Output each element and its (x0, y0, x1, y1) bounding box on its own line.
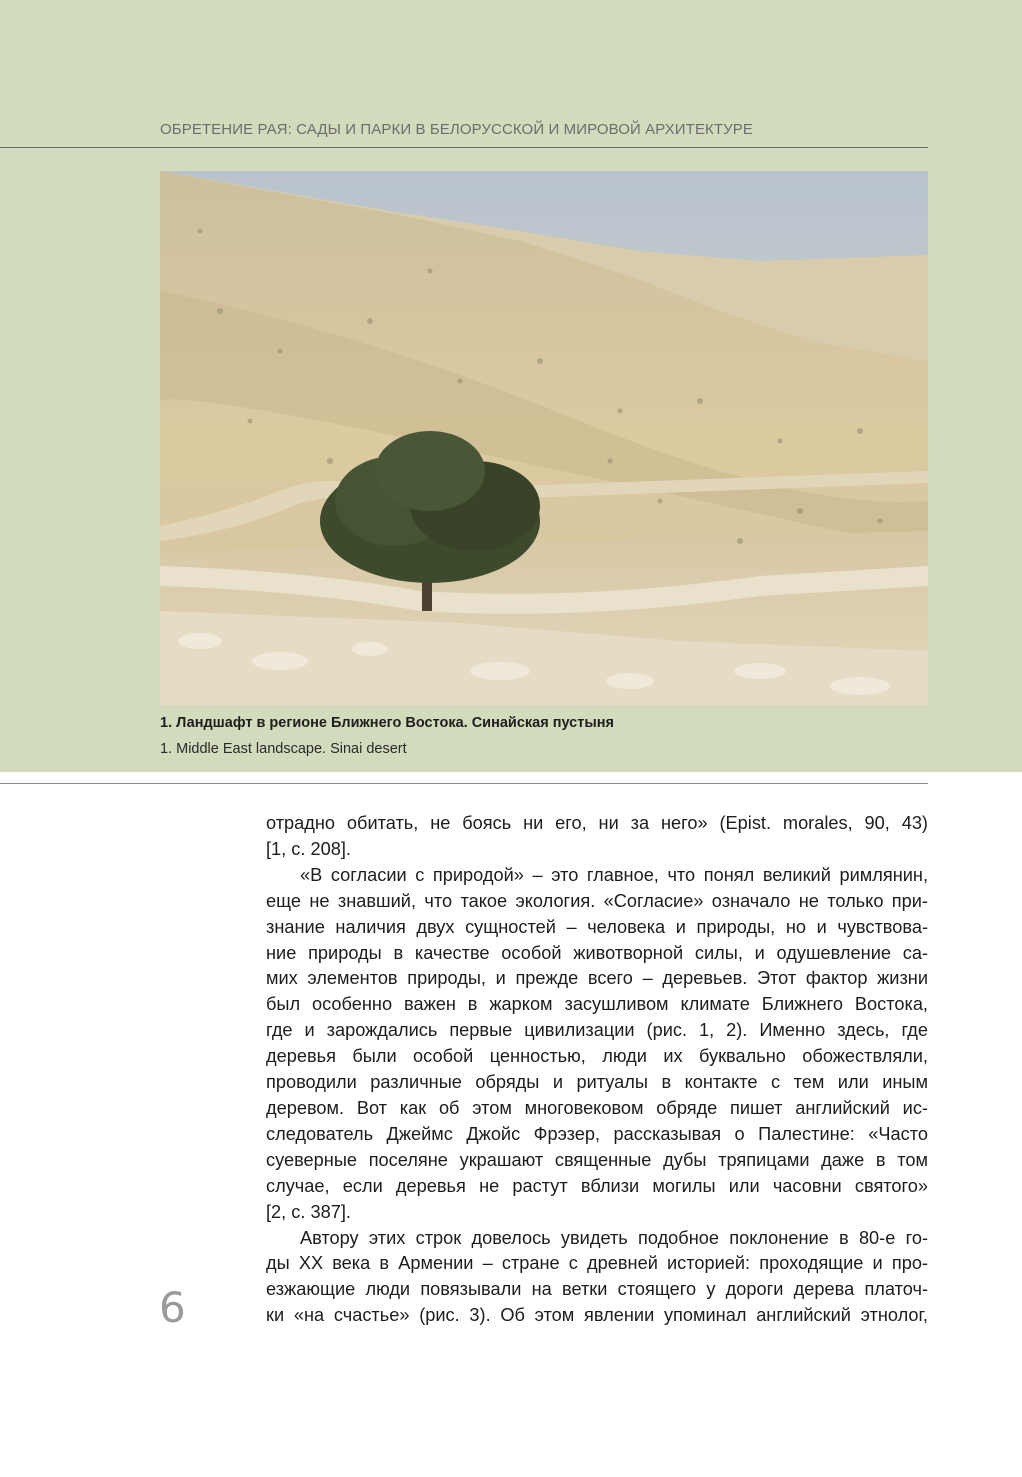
figure-caption-en: 1. Middle East landscape. Sinai desert (160, 741, 407, 757)
desert-landscape-photo (160, 171, 928, 705)
text-line: ние природы в качестве особой животворной силы, и одушевление са- (266, 942, 928, 963)
text-line: случае, если деревья не растут вблизи могилы или часовни святого» (266, 1175, 928, 1196)
text-line: Автору этих строк довелось увидеть подобное поклонение в 80-е го- (300, 1227, 928, 1248)
body-text (266, 811, 928, 1329)
text-line: проводили различные обряды и ритуалы в контакте с тем или иным (266, 1072, 928, 1093)
text-line: был особенно важен в жарком засушливом климате Ближнего Востока, (266, 994, 928, 1015)
text-line: суеверные поселяне украшают священные дубы тряпицами даже в том (266, 1149, 928, 1170)
text-line: мих элементов природы, и прежде всего – деревьев. Этот фактор жизни (266, 968, 928, 989)
page-number: 6 (159, 1283, 186, 1332)
header-rule (0, 147, 928, 148)
text-line: ды XX века в Армении – стране с древней историей: проходящие и про- (266, 1253, 928, 1274)
text-line: где и зарождались первые цивилизации (рис. 1, 2). Именно здесь, где (266, 1020, 928, 1041)
figure-caption-ru: 1. Ландшафт в регионе Ближнего Востока. Синайская пустыня (160, 715, 614, 731)
text-line: знание наличия двух сущностей – человека и природы, но и чувствова- (266, 916, 928, 937)
text-line: [1, с. 208]. (266, 838, 351, 859)
running-header: ОБРЕТЕНИЕ РАЯ: САДЫ И ПАРКИ В БЕЛОРУССКОЙ И МИРОВОЙ АРХИТЕКТУРЕ (160, 121, 753, 138)
text-line: ки «на счастье» (рис. 3). Об этом явлении упоминал английский этнолог, (266, 1305, 928, 1326)
text-line: езжающие люди повязывали на ветки стоящего у дороги дерева платоч- (266, 1279, 928, 1300)
text-line: деревья были особой ценностью, люди их буквально обожествляли, (266, 1046, 928, 1067)
body-rule (0, 783, 928, 784)
text-line: [2, с. 387]. (266, 1201, 351, 1222)
text-line: еще не знавший, что такое экология. «Согласие» означало не только при- (266, 890, 928, 911)
text-line: «В согласии с природой» – это главное, что понял великий римлянин, (300, 864, 928, 885)
text-line: следователь Джеймс Джойс Фрэзер, рассказывая о Палестине: «Часто (266, 1123, 928, 1144)
text-line: деревом. Вот как об этом многовековом обряде пишет английский ис- (266, 1097, 928, 1118)
text-line: отрадно обитать, не боясь ни его, ни за него» (Epist. morales, 90, 43) (266, 813, 928, 833)
